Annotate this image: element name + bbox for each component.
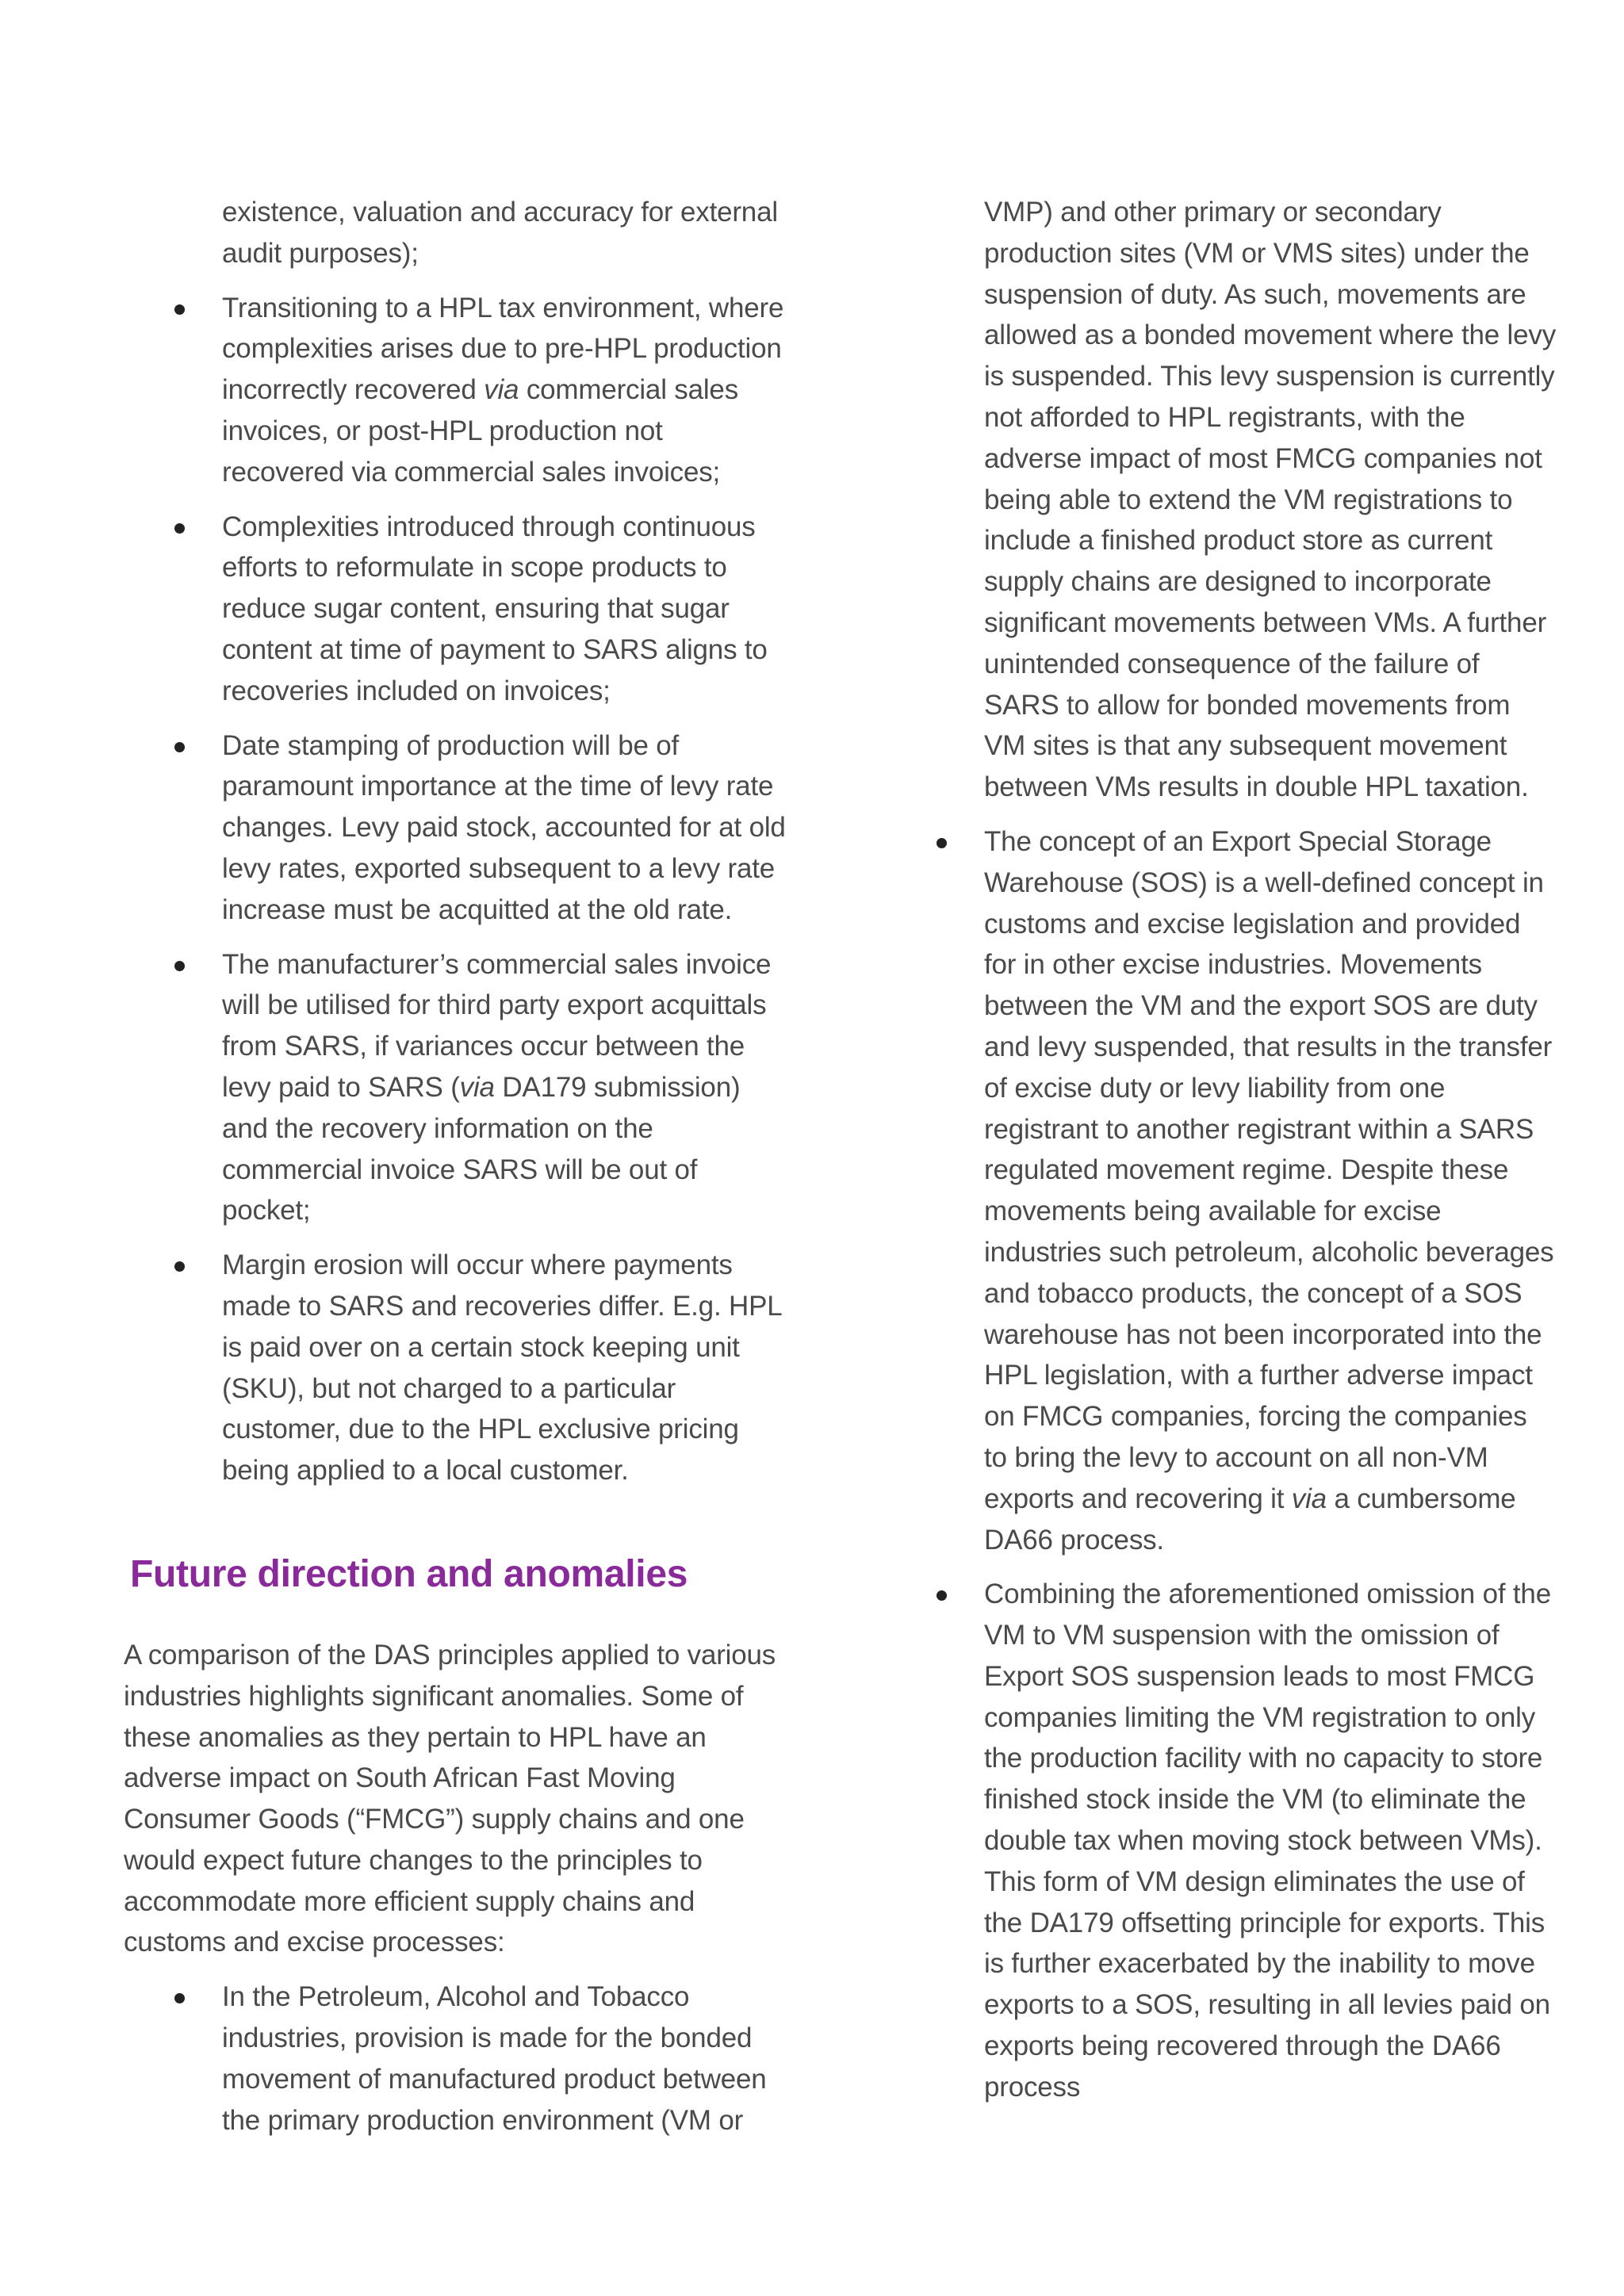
list-item-text: Margin erosion will occur where payments made to SARS and recoveries differ. E.g. HPL is paid over on a certain stock keeping unit (SKU), but not charged to a particular customer, due to the HPL exclusive pricing being applied to a local customer.: [222, 1249, 782, 1487]
bullet-list-1: [124, 288, 790, 1491]
list-item-text: Transitioning to a HPL tax environment, where complexities arises due to pre-HPL production incorrectly recovered via commercial sales invoices, or post-HPL production not recovered via commercial sales invoices;: [222, 292, 784, 488]
list-item-text: In the Petroleum, Alcohol and Tobacco industries, provision is made for the bonded movement of manufactured product between the primary production environment (VM or: [222, 1981, 767, 2136]
bullet-icon: [174, 523, 185, 534]
intro-paragraph: A comparison of the DAS principles applied to various industries highlights significant anomalies. Some of these anomalies as they pertain to HPL have an adverse impact on South African Fast Moving Consumer Goods (“FMCG”) supply chains and one would expect future changes to the principles to accommodate more efficient supply chains and customs and excise processes:: [124, 1639, 776, 1958]
continuation-paragraph-right: VMP) and other primary or secondary production sites (VM or VMS sites) under the suspension of duty. As such, movements are allowed as a bonded movement where the levy is suspended. This levy suspension is currently not afforded to HPL registrants, with the adverse impact of most FMCG companies not being able to extend the VM registrations to include a finished product store as current supply chains are designed to incorporate significant movements between VMs. A further unintended consequence of the failure of SARS to allow for bonded movements from VM sites is that any subsequent movement between VMs results in double HPL taxation.: [984, 197, 1556, 803]
list-item: [124, 725, 790, 931]
bullet-icon: [174, 1993, 185, 2003]
right-column: [930, 192, 1557, 2122]
list-item: [124, 1245, 790, 1491]
bullet-icon: [936, 1590, 947, 1601]
bullet-icon: [174, 304, 185, 315]
list-item: [124, 1976, 790, 2141]
continuation-paragraph-left: existence, valuation and accuracy for external audit purposes);: [222, 197, 778, 269]
bullet-icon: [936, 838, 947, 848]
bullet-list-2: [124, 1976, 790, 2141]
list-item: [930, 821, 1557, 1560]
section-heading: Future direction and anomalies: [130, 1552, 688, 1595]
left-column: [124, 192, 790, 2154]
bullet-list-right: [930, 821, 1557, 2108]
list-item-text: The manufacturer’s commercial sales invoice will be utilised for third party export acquittals from SARS, if variances occur between the levy paid to SARS (via DA179 submission) and the recovery information on the commercial invoice SARS will be out of pocket;: [222, 948, 772, 1226]
list-item: [124, 288, 790, 493]
bullet-icon: [174, 742, 185, 752]
list-item-text: Combining the aforementioned omission of the VM to VM suspension with the omission of Export SOS suspension leads to most FMCG companies limiting the VM registration to only the production facility with no capacity to store finished stock inside the VM (to eliminate the double tax when moving stock between VMs). This form of VM design eliminates the use of the DA179 offsetting principle for exports. This is further exacerbated by the inability to move exports to a SOS, resulting in all levies paid on exports being recovered through the DA66 process: [984, 1578, 1551, 2103]
list-item-text: Date stamping of production will be of paramount importance at the time of levy rate changes. Levy paid stock, accounted for at old levy rates, exported subsequent to a levy rate increase must be acquitted at the old rate.: [222, 729, 786, 925]
list-item: [124, 507, 790, 712]
list-item-text: Complexities introduced through continuous efforts to reformulate in scope products to reduce sugar content, ensuring that sugar content at time of payment to SARS aligns to recoveries included on invoices;: [222, 511, 768, 706]
bullet-icon: [174, 1261, 185, 1272]
bullet-icon: [174, 961, 185, 971]
list-item: [124, 944, 790, 1232]
list-item-text: The concept of an Export Special Storage Warehouse (SOS) is a well-defined concept in customs and excise legislation and provided for in other excise industries. Movements between the VM and the export SOS are duty and levy suspended, that results in the transfer of excise duty or levy liability from one registrant to another registrant within a SARS regulated movement regime. Despite these movements being available for excise industries such petroleum, alcoholic beverages and tobacco products, the concept of a SOS warehouse has not been incorporated into the HPL legislation, with a further adverse impact on FMCG companies, forcing the companies to bring the levy to account on all non-VM exports and recovering it via a cumbersome DA66 process.: [984, 825, 1554, 1556]
list-item: [930, 1574, 1557, 2107]
